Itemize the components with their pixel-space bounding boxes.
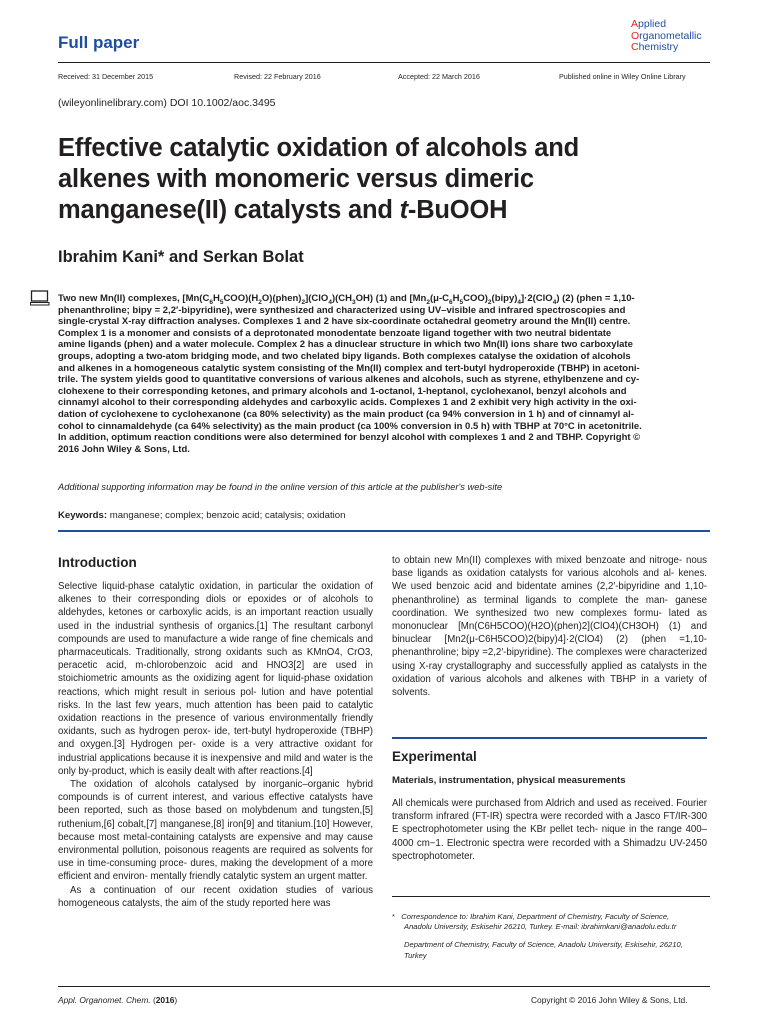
authors: Ibrahim Kani* and Serkan Bolat <box>58 248 304 266</box>
text-line: liquid-phase oxidation reactions, which might result in serious pol- <box>58 673 373 698</box>
affiliation-line-1: Department of Chemistry, Faculty of Science, Anadolu University, Eskisehir, 26210, <box>404 940 683 950</box>
text-line: to obtain new Mn(II) complexes with mixed benzoate and nitroge- <box>392 555 683 566</box>
right-column-top <box>392 554 707 699</box>
footer-copyright: Copyright © 2016 John Wiley & Sons, Ltd. <box>531 995 688 1005</box>
right-column-experimental <box>392 797 707 863</box>
received-date: Received: 31 December 2015 <box>58 72 154 81</box>
abstract-line-4: Complex 1 is a monomer and consists of a deprotonated monodentate benzoate ligand together with two neutral bidentate <box>58 327 612 339</box>
section-divider <box>58 530 710 532</box>
text-line: which is easily dealt with after reactions.[4] <box>129 765 313 777</box>
journal-line-1-rest: pplied <box>638 18 667 30</box>
text-line: (1) and binuclear [Mn2(μ-C6H5COO)2(bipy)4]·2(ClO4) (2) (phen <box>392 621 707 646</box>
text-line: characterized using X-ray crystallography and successfully applied <box>392 647 707 672</box>
intro-paragraph-3 <box>58 884 373 910</box>
text-line: nique in the range 400–4000 cm−1. Electronic spectra were <box>392 824 707 849</box>
footer-journal: Appl. Organomet. Chem. (2016) <box>58 995 178 1005</box>
text-line: carbonyl compounds are used to manufacture a wide range of fine <box>58 620 373 645</box>
introduction-heading: Introduction <box>58 555 137 570</box>
correspondence-line-2: Anadolu University, Eskisehir 26210, Turkey. E-mail: ibrahimkani@anadolu.edu.tr <box>404 922 677 932</box>
affiliation-line-2: Turkey <box>404 950 427 960</box>
abstract-line-7: and alkenes in a homogeneous catalytic system consisting of the Mn(II) complex and tert-butyl hydroperoxide (TBHP) in acetoni- <box>58 362 640 374</box>
journal-logo: Applied Organometallic Chemistry <box>631 18 702 53</box>
title-line-1: Effective catalytic oxidation of alcohols and <box>58 134 579 162</box>
text-line: Jasco FT/IR-300 E spectrophotometer using the KBr pellet tech- <box>392 811 707 836</box>
correspondence-line-1: * Correspondence to: Ibrahim Kani, Department of Chemistry, Faculty of Science, <box>392 912 670 921</box>
text-line: kenes. We used benzoic acid and bidentate amines (2,2′-bipyridine <box>392 568 707 593</box>
journal-line-2-rest: rganometallic <box>639 29 702 42</box>
intro-paragraph-1 <box>58 580 373 778</box>
computer-icon <box>30 290 50 306</box>
intro-paragraph-continued <box>392 554 707 699</box>
correspondence-text-1: Correspondence to: Ibrahim Kani, Department of Chemistry, Faculty of Science, <box>401 912 670 921</box>
abstract-line-5: amine ligands (phen) and a water molecule. Complex 2 has a dinuclear structure in which two Mn(II) ions share two carboxylate <box>58 339 633 351</box>
text-line: lution and have potential risks. In the last few years, much attention <box>58 686 374 711</box>
text-line: are used in stoichiometric amounts as the oxidizing agent for <box>58 660 373 685</box>
abstract-line-12: cohol to cinnamaldehyde (ca 64% selectivity) as the main product (ca 100% conversion in 0.5 h) with TBHP at 70°C in acetonitrile. <box>58 420 642 432</box>
intro-paragraph-2 <box>58 778 373 884</box>
abstract-line-8: trile. The system yields good to quantitative conversions of various alkenes and alcohols, such as styrene, ethylbenzene and cy- <box>58 374 640 386</box>
correspondence-note <box>392 912 692 961</box>
text-line: TBHP in a variety of solvents. <box>392 673 707 699</box>
text-line: as KMnO4, CrO3, peracetic acid, m-chlorobenzoic acid and HNO3[2] <box>58 647 373 672</box>
text-line: The oxidation of alcohols catalysed by inorganic–organic hybrid <box>70 779 373 791</box>
experimental-divider <box>392 737 707 739</box>
text-line: titanium.[10] However, because most metal-containing catalysts <box>58 818 374 843</box>
footnote-rule <box>392 896 710 897</box>
text-line: aldehydes, ketones or carboxylic acids, is an important reaction <box>58 607 339 619</box>
doi-line: (wileyonlinelibrary.com) DOI 10.1002/aoc.3495 <box>58 97 276 109</box>
journal-line-3-rest: hemistry <box>638 41 679 53</box>
text-line: =1,10-phenanthroline; bipy =2,2′-bipyridine). The complexes were <box>392 634 707 659</box>
text-line: reagents are required as solvents for use in time-consuming proce- <box>58 845 373 870</box>
text-line: chemicals and pharmaceuticals. Traditionally, strong oxidants such <box>58 633 373 659</box>
materials-subheading: Materials, instrumentation, physical measurements <box>392 775 626 786</box>
abstract-line-13: In addition, optimum reaction conditions were also determined for benzyl alcohol with complexes 1 and 2 and TBHP. Copyright © <box>58 432 641 444</box>
header-rule <box>58 62 710 63</box>
text-line: recorded with a Shimadzu UV-2450 spectrophotometer. <box>392 837 707 862</box>
abstract-line-3: single-crystal X-ray diffraction analyses. Complexes 1 and 2 have six-coordinate octahedral geometry around the Mn(II) centre. <box>58 316 631 328</box>
text-line: various environmentally friendly oxidants, such as hydrogen perox- <box>58 713 373 738</box>
abstract-line-2: phenanthroline; bipy = 2,2′-bipyridine), were synthesized and characterized using UV–visible and infrared spectroscopies and <box>58 304 626 316</box>
title-line-3-a: manganese(II) catalysts and <box>58 196 400 224</box>
revised-date: Revised: 22 February 2016 <box>234 72 321 81</box>
text-line: As a continuation of our recent oxidation studies of various <box>70 884 373 896</box>
text-line: because it is inexpensive and mild and water is the only by-product, <box>58 752 374 777</box>
abstract-line-6: groups, adopting a two-atom bridging mode, and two chelated bipy ligands. Both complexes catalyse the oxidation of alcohols <box>58 350 631 362</box>
keywords-label: Keywords: <box>58 510 108 521</box>
text-line: Fourier transform infrared (FT-IR) spectra were recorded with a <box>392 798 707 823</box>
text-line: Selective liquid-phase catalytic oxidation, in particular the oxidation <box>58 581 360 592</box>
text-line: ganese coordination. We synthesized two new complexes formu- <box>392 594 707 619</box>
text-line: homogeneous catalysts, the aim of the study reported here was <box>58 897 331 909</box>
text-line: of alkenes to their corresponding diols or epoxides or of alcohols to <box>58 581 374 606</box>
published-note: Published online in Wiley Online Library <box>559 72 686 81</box>
text-line: as catalysts in the oxidation of various alcohols and alkenes with <box>392 660 707 685</box>
materials-paragraph <box>392 797 707 863</box>
text-line: are expensive and may cause environmental pollution, poisonous <box>58 831 373 857</box>
title-italic-t: t <box>399 196 408 224</box>
keywords-text: manganese; complex; benzoic acid; catalysis; oxidation <box>107 510 346 521</box>
footer-journal-name: Appl. Organomet. Chem. <box>58 995 151 1005</box>
title-line-3 <box>58 195 708 226</box>
text-line: ide, tert-butyl hydroperoxide (TBHP) and oxygen.[3] Hydrogen per- <box>58 726 374 751</box>
text-line: mentally friendly catalytic system an urgent matter. <box>150 871 368 883</box>
footer-rule <box>58 986 710 987</box>
paper-type-label: Full paper <box>58 33 140 52</box>
abstract-line-9: clohexene to their corresponding ketones, and primary alcohols and 1-octanol, 1-heptanol, cyclohexanol, benzyl alcohols and <box>58 385 627 397</box>
experimental-heading: Experimental <box>392 749 477 764</box>
article-title <box>58 133 708 226</box>
text-line: usually used in the industrial synthesis of organics.[1] The resultant <box>58 607 373 632</box>
title-line-2: alkenes with monomeric versus dimeric <box>58 165 534 193</box>
abstract-line-10: cinnamyl alcohol to their corresponding aldehydes and carboxylic acids. Complexes 1 and 2 exhibit very high activity in the oxi- <box>58 397 637 409</box>
text-line: lated as mononuclear [Mn(C6H5COO)(H2O)(phen)2](ClO4)(CH3OH) <box>392 607 707 633</box>
text-line: and tungsten,[5] ruthenium,[6] cobalt,[7] manganese,[8] iron[9] and <box>58 805 373 830</box>
supporting-info-note: Additional supporting information may be found in the online version of this article at the publisher's web-site <box>58 482 503 492</box>
text-line: compounds is of current interest, and various effective catalysts <box>58 792 348 804</box>
abstract-line-11: dation of cyclohexene to cyclohexanone (ca 80% selectivity) as the main product (ca 94% conversion in 1 h) and of cinnamyl al- <box>58 408 634 420</box>
abstract-intro: Two new Mn(II) complexes, <box>58 293 180 304</box>
text-line: All chemicals were purchased from Aldrich and used as received. <box>392 798 674 809</box>
text-line: oxide is a very attractive oxidant for industrial applications <box>58 739 373 764</box>
left-column <box>58 580 373 910</box>
text-line: has been paid to catalytic oxidation reactions in the presence of <box>58 699 373 725</box>
footer-year: 2016 <box>155 995 175 1005</box>
text-line: dures, making the development of a more efficient and environ- <box>58 858 373 883</box>
text-line: and 1,10-phenanthroline) as terminal ligands to complete the man- <box>392 581 707 606</box>
abstract: Two new Mn(II) complexes, $[Mn(C_6H_5COO)(H_2O)(phen)_2](ClO_4)(CH_3OH)$ (1) and $[Mn_2(\mu-C_6H_5COO)_2(bipy)_4]\cdot 2(ClO_4)$ (2) (phen = 1,10- phenanthroline; bipy = 2,2′-bipyridine), were synthesized and characterized using UV–visible and infrared spectroscopies and single-crystal X-ray diffraction analyses. Complexes 1 and 2 have six-coordinate octahedral geometry around the Mn(II) centre. Complex 1 is a monomer and consists of a deprotonated monodentate benzoate ligand together with two neutral bidentate amine ligands (phen) and a water molecule. Complex 2 has a dinuclear structure in which two Mn(II) ions share two carboxylate groups, adopting a two-atom bridging mode, and two chelated bipy ligands. Both complexes catalyse the oxidation of alcohols and alkenes in a homogeneous catalytic system consisting of the Mn(II) complex and tert-butyl hydroperoxide (TBHP) in acetoni- trile. The system yields good to quantitative conversions of various alkenes and alcohols, such as styrene, ethylbenzene and cy- clohexene to their corresponding ketones, and primary alcohols and 1-octanol, 1-heptanol, cyclohexanol, benzyl alcohols and cinnamyl alcohol to their corresponding aldehydes and carboxylic acids. Complexes 1 and 2 exhibit very high activity in the oxi- dation of cyclohexene to cyclohexanone (ca 80% selectivity) as the main product (ca 94% conversion in 1 h) and of cinnamyl al- cohol to cinnamaldehyde (ca 64% selectivity) as the main product (ca 100% conversion in 0.5 h) with TBHP at 70°C in acetonitrile. In addition, optimum reaction conditions were also determined for benzyl alcohol with complexes 1 and 2 and TBHP. Copyright © 2016 John Wiley & Sons, Ltd. <box>58 293 710 455</box>
text-line: have been reported, such as those based on molybdenum <box>58 792 373 817</box>
accepted-date: Accepted: 22 March 2016 <box>398 72 480 81</box>
keywords <box>58 510 345 521</box>
text-line: nous base ligands as oxidation catalysts for various alcohols and al- <box>392 555 707 580</box>
title-line-3-c: -BuOOH <box>407 196 508 224</box>
abstract-line-14: 2016 John Wiley & Sons, Ltd. <box>58 443 190 455</box>
